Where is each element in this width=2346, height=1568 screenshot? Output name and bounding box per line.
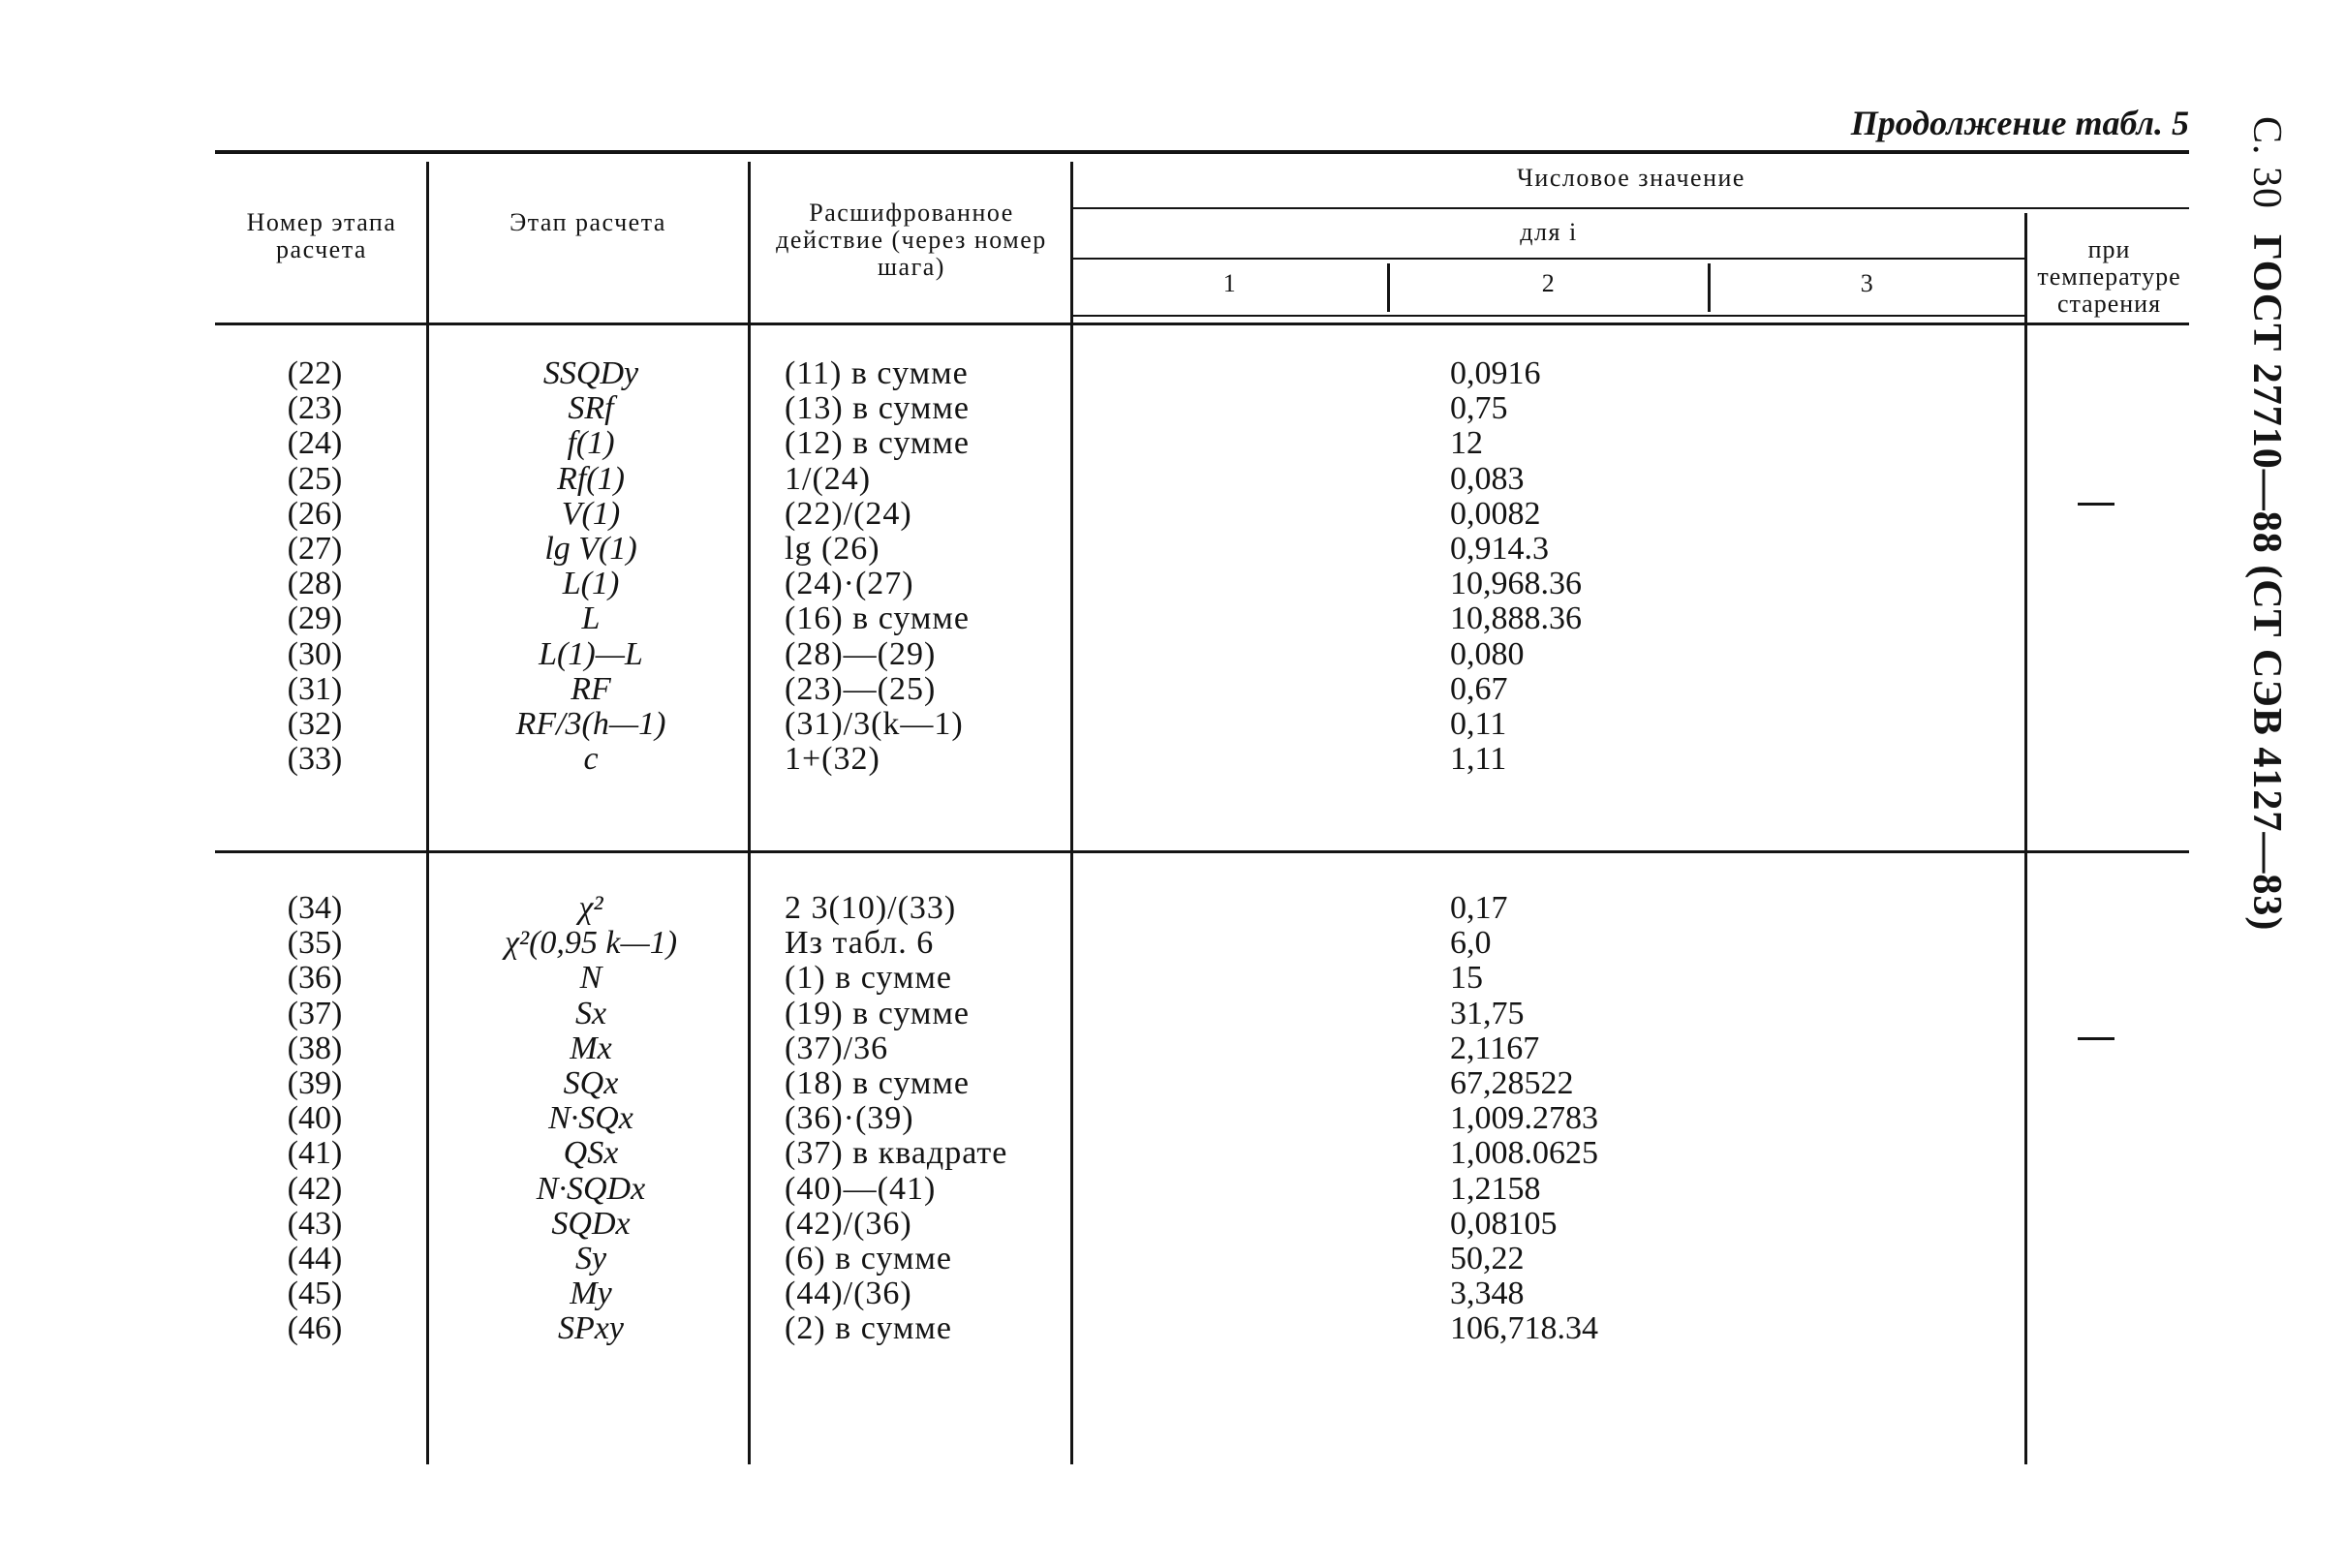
header-col-1: 1 [1222,269,1238,297]
table-cell: 1+(32) [785,741,880,778]
table-cell: (29) [287,600,343,637]
table-cell: 1,008.0625 [1450,1135,1598,1172]
table-cell: 1,2158 [1450,1170,1541,1207]
section-divider-rule [215,850,2189,853]
table-cell: N [579,960,602,997]
table-cell: (11) в сумме [785,355,969,391]
table-cell: SQx [563,1064,619,1101]
table-cell: N·SQDx [536,1170,646,1207]
section1-stages [426,356,756,777]
table-cell: (42) [287,1170,343,1207]
table-cell: (13) в сумме [785,390,971,427]
table-cell: Из табл. 6 [785,925,935,962]
table-cell: (44) [287,1240,343,1276]
table-cell: 106,718.34 [1450,1310,1598,1347]
table-cell: L(1)—L [539,635,643,672]
table-cell: 0,0916 [1450,355,1541,391]
table-cell: SPxy [558,1310,624,1347]
table-cell: (43) [287,1205,343,1242]
table-cell: (42)/(36) [785,1205,912,1242]
header-step-number: Номер этапа расчета [246,208,397,263]
header-numeric-value: Числовое значение [1517,164,1745,192]
header-action: Расшифрованное действие (через номер шага) [776,199,1047,281]
table-cell: (30) [287,635,343,672]
header-aging-temperature: при температуре старения [2037,235,2181,318]
table-cell: RF/3(h—1) [515,705,666,742]
table-cell: Sx [574,995,607,1031]
table-cell: My [570,1276,612,1312]
table-cell: 1,11 [1450,741,1507,778]
table-cell: (41) [287,1135,343,1172]
header-bottom-rule [215,323,2189,325]
table-cell: QSx [563,1135,619,1172]
table-cell: 0,67 [1450,670,1508,707]
header-stage: Этап расчета [509,208,666,236]
column-separator-4 [2024,213,2027,1464]
table-cell: Rf(1) [557,460,625,497]
header-col-3: 3 [1860,269,1875,297]
table-cell: (24) [287,425,343,462]
table-cell: (39) [287,1064,343,1101]
table-cell: 3,348 [1450,1276,1525,1312]
table-cell: χ² [578,890,603,926]
table-cell: Mx [570,1030,612,1066]
table-cell: (40)—(41) [785,1170,937,1207]
table-top-rule [215,150,2189,154]
section2-aging-dash [2078,1037,2114,1040]
table-cell: (16) в сумме [785,600,971,637]
table-cell: (38) [287,1030,343,1066]
table-cell: f(1) [567,425,615,462]
table-cell: (33) [287,741,343,778]
table-cell: (27) [287,530,343,567]
table-cell: (37) [287,995,343,1031]
table-cell: 0,75 [1450,390,1508,427]
section2-stages [426,891,756,1346]
table-cell: N·SQx [548,1100,633,1137]
table-cell: RF [571,670,611,707]
table-cell: Sy [574,1240,607,1276]
table-cell: (2) в сумме [785,1310,953,1347]
table-cell: (28)—(29) [785,635,937,672]
table-cell: (36)·(39) [785,1100,914,1137]
table-cell: (40) [287,1100,343,1137]
table-cell: SQDx [551,1205,631,1242]
table-cell: (37)/36 [785,1030,889,1066]
side-title [2238,116,2296,932]
table-cell: 0,914.3 [1450,530,1549,567]
table-cell: χ²(0,95 k—1) [504,925,678,962]
table-cell: L(1) [562,566,620,602]
table-cell: (25) [287,460,343,497]
section2-actions [785,891,1075,1346]
header-for-i: для i [1520,218,1578,246]
table-cell: 2,1167 [1450,1030,1540,1066]
table-cell: (31)/3(k—1) [785,705,964,742]
table-cell: 1/(24) [785,460,872,497]
table-cell: 50,22 [1450,1240,1525,1276]
table-cell: (23) [287,390,343,427]
page-number: С. 30 [2244,116,2289,210]
table-cell: (12) в сумме [785,425,971,462]
table-cell: (19) в сумме [785,995,971,1031]
section1-step-numbers [242,356,387,777]
table-cell: (35) [287,925,343,962]
numeric-value-rule [1070,207,2189,209]
table-cell: (31) [287,670,343,707]
table-cell: (23)—(25) [785,670,937,707]
section1-actions [785,356,1075,777]
table-cell: 2 3(10)/(33) [785,890,957,926]
table-cell: (46) [287,1310,343,1347]
table-cell: 6,0 [1450,925,1492,962]
table-cell: (28) [287,566,343,602]
section2-values [1450,891,1818,1346]
table-cell: (18) в сумме [785,1064,971,1101]
table-cell: (1) в сумме [785,960,953,997]
continuation-caption: Продолжение табл. 5 [1850,104,2189,142]
table-cell: (34) [287,890,343,926]
table-cell: c [583,741,599,778]
table-cell: SSQDy [542,355,639,391]
table-cell: (36) [287,960,343,997]
section1-values [1450,356,1818,777]
table-cell: 0,11 [1450,705,1507,742]
table-cell: (22) [287,355,343,391]
table-cell: (26) [287,495,343,532]
table-cell: 10,888.36 [1450,600,1582,637]
table-cell: (22)/(24) [785,495,912,532]
table-cell: (24)·(27) [785,566,914,602]
table-cell: 1,009.2783 [1450,1100,1598,1137]
table-cell: lg V(1) [544,530,637,567]
for-i-rule [1070,258,2024,260]
column-numbers-rule [1070,315,2024,317]
table-cell: (45) [287,1276,343,1312]
section2-step-numbers [242,891,387,1346]
header-col-2: 2 [1541,269,1557,297]
table-cell: 31,75 [1450,995,1525,1031]
section1-aging-dash [2078,503,2114,506]
table-cell: SRf [568,390,614,427]
table-cell: 10,968.36 [1450,566,1582,602]
table-cell: 0,08105 [1450,1205,1558,1242]
table-cell: (44)/(36) [785,1276,912,1312]
table-cell: 0,0082 [1450,495,1541,532]
table-cell: (6) в сумме [785,1240,953,1276]
table-cell: (37) в квадрате [785,1135,1008,1172]
table-cell: 0,083 [1450,460,1525,497]
table-cell: (32) [287,705,343,742]
table-cell: lg (26) [785,530,880,567]
table-cell: 0,080 [1450,635,1525,672]
standard-designation: ГОСТ 27710—88 (СТ СЭВ 4127—83) [2244,234,2289,932]
table-cell: 15 [1450,960,1483,997]
table-cell: L [581,600,601,637]
table-cell: 12 [1450,425,1483,462]
table-cell: 67,28522 [1450,1064,1574,1101]
table-cell: 0,17 [1450,890,1508,926]
table-cell: V(1) [561,495,621,532]
